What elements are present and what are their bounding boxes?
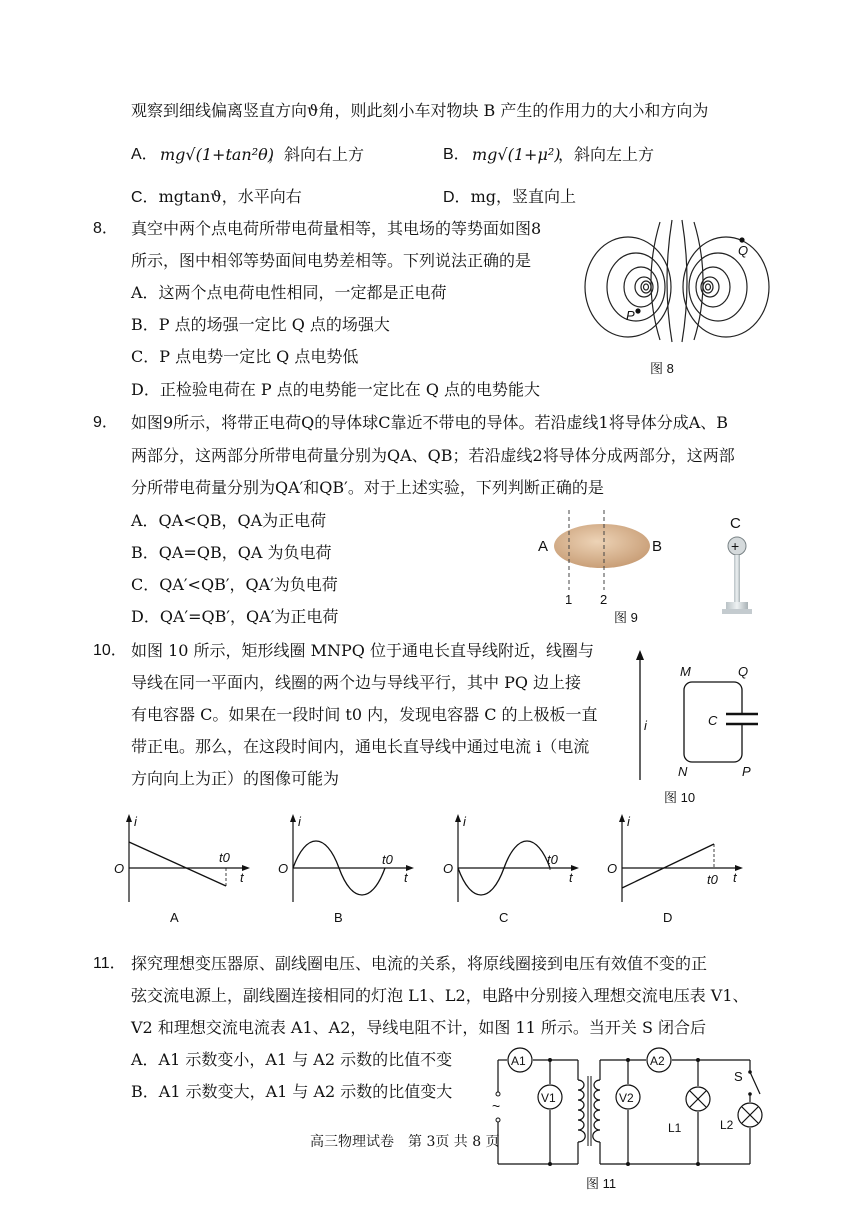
figure-11-transformer-circuit	[488, 1046, 778, 1196]
graph-a-curve	[129, 842, 226, 886]
svg-text:t0: t0	[707, 872, 718, 887]
q8-stem-line-2: 所示，图中相邻等势面间电势差相等。下列说法正确的是	[131, 251, 532, 270]
svg-text:O: O	[607, 861, 618, 876]
label-b: B	[652, 538, 663, 555]
svg-text:A1: A1	[511, 1054, 526, 1068]
figure-9-caption: 图 9	[614, 610, 638, 625]
figure-9-conductor-diagram	[530, 508, 770, 628]
q8-number: 8．	[93, 220, 118, 237]
figure-10-caption: 图 10	[664, 790, 696, 805]
q11-stem-line-1: 探究理想变压器原、副线圈电压、电流的关系，将原线圈接到电压有效值不变的正	[131, 954, 708, 973]
q11-option-b: B．A1 示数变大，A1 与 A2 示数的比值变大	[131, 1082, 453, 1101]
svg-text:i: i	[134, 814, 137, 829]
svg-text:t: t	[404, 870, 408, 885]
q11-stem-line-2: 弦交流电源上，副线圈连接相同的灯泡 L1、L2，电路中分别接入理想交流电压表 V1、	[131, 986, 749, 1005]
figure-11-caption: 图 11	[586, 1176, 617, 1191]
graph-a	[112, 812, 262, 928]
svg-text:i: i	[463, 814, 466, 829]
svg-text:t0: t0	[219, 850, 230, 865]
plus-sign-icon: +	[731, 538, 740, 554]
q7-option-b-letter: B．	[443, 146, 470, 163]
q11-number: 11．	[93, 955, 126, 972]
graph-a-label: A	[170, 910, 179, 925]
q8-stem-line-1: 真空中两个点电荷所带电荷量相等，其电场的等势面如图8	[131, 219, 542, 238]
graph-d-label: D	[663, 910, 673, 925]
svg-text:L2: L2	[720, 1118, 734, 1132]
q10-stem-line-4: 带正电。那么，在这段时间内，通电长直导线中通过电流 i（电流	[131, 737, 590, 756]
q9-option-a: A．QA<QB，QA为正电荷	[131, 511, 327, 530]
graph-b	[276, 812, 426, 928]
label-q: Q	[738, 243, 749, 258]
graph-b-label: B	[334, 910, 343, 925]
svg-text:t0: t0	[547, 852, 558, 867]
figure-8-caption: 图 8	[650, 361, 674, 376]
q9-option-c: C．QA′<QB′，QA′为负电荷	[131, 575, 338, 594]
q7-option-d: D．mg，竖直向上	[443, 187, 576, 206]
q9-option-d: D．QA′=QB′，QA′为正电荷	[131, 607, 339, 626]
current-arrow-icon	[636, 650, 644, 660]
q7-option-b-expr: mg√(1+μ²)	[472, 145, 561, 164]
q7-option-a-letter: A．	[131, 146, 158, 163]
q9-option-b: B．QA=QB，QA 为负电荷	[131, 543, 332, 562]
label-p: P	[626, 308, 635, 323]
q9-stem-line-3: 分所带电荷量分别为QA′和QB′。对于上述实验，下列判断正确的是	[131, 478, 604, 497]
svg-text:O: O	[114, 861, 125, 876]
svg-text:i: i	[627, 814, 630, 829]
svg-text:O: O	[443, 861, 454, 876]
q10-number: 10．	[93, 642, 127, 659]
q7-option-b-dir: ，斜向左上方	[558, 145, 655, 164]
q10-stem-line-1: 如图 10 所示，矩形线圈 MNPQ 位于通电长直导线附近，线圈与	[131, 641, 594, 660]
q10-stem-line-3: 有电容器 C。如果在一段时间 t0 内，发现电容器 C 的上极板一直	[131, 705, 598, 724]
lamp-l1-icon	[686, 1087, 710, 1111]
q9-stem-line-1: 如图9所示，将带正电荷Q的导体球C靠近不带电的导体。若沿虚线1将导体分成A、B	[131, 413, 729, 432]
graph-c	[441, 812, 591, 928]
lamp-l2-icon	[738, 1103, 762, 1127]
q10-stem-line-5: 方向向上为正）的图像可能为	[131, 769, 340, 788]
q11-option-a: A．A1 示数变小，A1 与 A2 示数的比值不变	[131, 1050, 453, 1069]
q8-option-b: B．P 点的场强一定比 Q 点的场强大	[131, 315, 390, 334]
label-q-coil: Q	[738, 664, 749, 679]
label-line-2: 2	[600, 592, 608, 607]
graph-c-label: C	[499, 910, 509, 925]
svg-text:A2: A2	[650, 1054, 665, 1068]
q7-stem-tail: 观察到细线偏离竖直方向ϑ角，则此刻小车对物块 B 产生的作用力的大小和方向为	[131, 101, 709, 120]
label-line-1: 1	[565, 592, 573, 607]
svg-text:t: t	[569, 870, 573, 885]
label-capacitor-c: C	[708, 713, 718, 728]
ac-source-icon: ~	[492, 1098, 501, 1114]
q7-option-a-dir: ，斜向右上方	[268, 145, 365, 164]
svg-text:S: S	[734, 1069, 743, 1084]
label-m: M	[680, 664, 691, 679]
figure-10-coil-diagram	[630, 650, 770, 810]
svg-text:L1: L1	[668, 1121, 682, 1135]
q11-stem-line-3: V2 和理想交流电流表 A1、A2，导线电阻不计，如图 11 所示。当开关 S 闭合后	[131, 1018, 707, 1037]
q9-stem-line-2: 两部分，这两部分所带电荷量分别为QA、QB；若沿虚线2将导体分成两部分，这两部	[131, 446, 735, 465]
q7-option-c: C．mgtanϑ，水平向右	[131, 187, 302, 206]
conductor-ellipse	[554, 524, 650, 568]
switch-s	[750, 1072, 760, 1094]
svg-text:V2: V2	[619, 1091, 634, 1105]
q8-option-a: A．这两个点电荷电性相同，一定都是正电荷	[131, 283, 447, 302]
label-p-coil: P	[742, 764, 751, 779]
svg-text:V1: V1	[541, 1091, 556, 1105]
q8-option-d: D．正检验电荷在 P 点的电势能一定比在 Q 点的电势能大	[131, 380, 541, 399]
svg-text:O: O	[278, 861, 289, 876]
svg-text:t0: t0	[382, 852, 393, 867]
q9-number: 9．	[93, 414, 118, 431]
page-footer: 高三物理试卷 第 3页 共 8 页	[310, 1134, 500, 1150]
svg-text:t: t	[733, 870, 737, 885]
label-c: C	[730, 515, 741, 532]
insulating-stand	[734, 555, 740, 603]
q8-option-c: C．P 点电势一定比 Q 点电势低	[131, 347, 359, 366]
label-i: i	[644, 718, 647, 733]
q10-stem-line-2: 导线在同一平面内，线圈的两个边与导线平行，其中 PQ 边上接	[131, 673, 582, 692]
figure-8-equipotential-diagram	[580, 212, 780, 382]
label-a: A	[538, 538, 549, 555]
graph-d-curve	[622, 844, 714, 888]
q7-option-a-expr: mg√(1+tan²θ)	[160, 145, 274, 164]
label-n: N	[678, 764, 688, 779]
svg-text:i: i	[298, 814, 301, 829]
graph-d	[605, 812, 755, 928]
svg-text:t: t	[240, 870, 244, 885]
